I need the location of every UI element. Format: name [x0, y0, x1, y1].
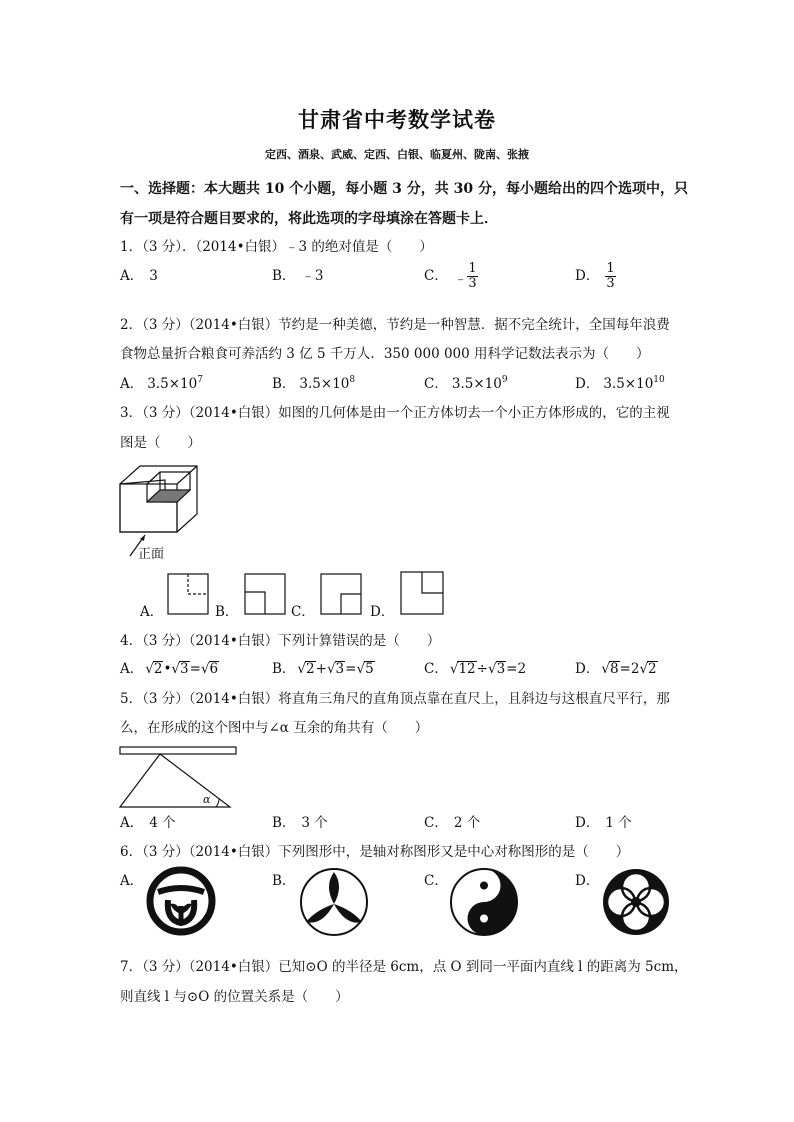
q6-option-d-figure[interactable] — [600, 866, 672, 938]
q3-option-d-figure[interactable] — [400, 571, 444, 615]
option-label: B． — [272, 376, 296, 392]
q1-option-a[interactable] — [120, 264, 158, 284]
q6-option-c-label[interactable]: C． — [424, 873, 448, 889]
radicand: 5 — [365, 661, 374, 677]
option-text: 3 个 — [301, 815, 328, 831]
option-label: A． — [120, 661, 144, 677]
operator: = — [189, 661, 201, 677]
fraction-numerator: 1 — [468, 261, 477, 276]
option-text: ﹣3 — [301, 268, 324, 284]
q1-option-c[interactable] — [424, 262, 478, 291]
option-label: B． — [272, 268, 296, 284]
q6-option-a-figure[interactable] — [146, 866, 216, 936]
question-3-stem-line2: 图是（ ） — [120, 435, 201, 451]
exponent: 7 — [197, 375, 203, 385]
q4-option-c[interactable]: C． √12÷√3=2 — [424, 661, 527, 677]
operator: + — [315, 661, 327, 677]
option-label: A． — [120, 815, 144, 831]
q3-option-b-figure[interactable] — [244, 573, 286, 615]
option-label: D． — [575, 268, 600, 284]
option-label: C． — [424, 661, 448, 677]
radicand: 2 — [153, 661, 163, 677]
q3-option-a-label[interactable]: A． — [140, 604, 164, 620]
operator: =2 — [619, 661, 640, 677]
question-6-stem: 6．（3 分）（2014•白银）下列图形中，是轴对称图形又是中心对称图形的是（ ） — [120, 844, 630, 860]
q4-option-d[interactable]: D． √8=2√2 — [575, 661, 657, 677]
option-label: C． — [424, 268, 448, 284]
radicand: 3 — [180, 661, 189, 677]
q3-option-b-label[interactable]: B． — [215, 604, 239, 620]
alpha-label: α — [203, 793, 211, 806]
option-label: A． — [120, 268, 144, 284]
q4-option-a[interactable]: A． √2•√3=√6 — [120, 661, 219, 677]
operator: =2 — [506, 661, 527, 677]
option-label: C． — [424, 376, 448, 392]
radicand: 3 — [335, 661, 345, 677]
q6-option-b-figure[interactable] — [298, 866, 370, 938]
q3-option-d-label[interactable]: D． — [370, 604, 395, 620]
question-7-stem-line2: 则直线 l 与⊙O 的位置关系是（ ） — [120, 989, 349, 1005]
exponent: 9 — [501, 375, 508, 385]
fraction-denominator: 3 — [468, 276, 477, 291]
q4-option-b[interactable]: B． √2+√3=√5 — [272, 661, 374, 677]
radicand: 12 — [458, 661, 476, 677]
section-heading-line2: 有一项是符合题目要求的，将此选项的字母填涂在答题卡上． — [120, 211, 498, 227]
q2-option-b[interactable] — [272, 372, 355, 392]
option-label: D． — [575, 815, 600, 831]
option-text: 3 — [149, 268, 158, 284]
radicand: 8 — [609, 661, 619, 677]
option-text: 4 个 — [149, 815, 176, 831]
q3-option-a-figure[interactable] — [167, 573, 209, 615]
q2-option-c[interactable] — [424, 372, 508, 392]
question-2-stem-line2: 食物总量折合粮食可养活约 3 亿 5 千万人．350 000 000 用科学记数法表示为（ ） — [120, 346, 650, 362]
option-label: D． — [575, 376, 600, 392]
q6-option-b-label[interactable]: B． — [272, 873, 296, 889]
q6-option-d-label[interactable]: D． — [575, 873, 600, 889]
option-label: C． — [424, 815, 448, 831]
radicand: 2 — [306, 661, 315, 677]
q5-option-b[interactable] — [272, 811, 328, 831]
option-text: 3.5×10 — [603, 376, 654, 392]
q6-option-a-label[interactable]: A． — [120, 873, 144, 889]
yin-yang-icon[interactable] — [448, 866, 520, 938]
front-label: 正面 — [138, 547, 165, 562]
option-text: 1 个 — [605, 815, 632, 831]
fraction — [605, 262, 615, 291]
question-7-stem-line1: 7．（3 分）（2014•白银）已知⊙O 的半径是 6cm，点 O 到同一平面内直线 l 的距离为 5cm， — [120, 959, 688, 975]
page-subtitle: 定西、酒泉、武威、定西、白银、临夏州、陇南、张掖 — [265, 148, 529, 161]
q2-option-a[interactable] — [120, 372, 203, 392]
q5-option-c[interactable] — [424, 811, 480, 831]
section-heading-line1: 一、选择题：本大题共 10 个小题，每小题 3 分，共 30 分，每小题给出的四个选项中，只 — [120, 181, 688, 197]
fraction-denominator: 3 — [606, 276, 615, 291]
option-label: B． — [272, 661, 296, 677]
exponent: 10 — [653, 375, 665, 385]
q5-option-a[interactable] — [120, 811, 176, 831]
exponent: 8 — [349, 375, 356, 385]
operator: = — [345, 661, 357, 677]
fraction — [467, 262, 477, 291]
q2-option-d[interactable] — [575, 372, 665, 392]
question-5-stem-line1: 5．（3 分）（2014•白银）将直角三角尺的直角顶点靠在直尺上，且斜边与这根直尺平行，那 — [120, 691, 670, 707]
fraction-numerator: 1 — [606, 261, 615, 276]
page-title: 甘肃省中考数学试卷 — [298, 107, 496, 132]
q1-option-d[interactable] — [575, 262, 616, 291]
option-label: D． — [575, 661, 600, 677]
radicand: 6 — [209, 661, 219, 677]
ruler-triangle-figure — [118, 745, 240, 811]
option-text: 2 个 — [453, 815, 481, 831]
option-label: B． — [272, 815, 296, 831]
q1-option-b[interactable] — [272, 264, 324, 284]
question-4-stem: 4．（3 分）（2014•白银）下列计算错误的是（ ） — [120, 633, 441, 649]
question-1-stem: 1．（3 分）．（2014•白银）﹣3 的绝对值是（ ） — [120, 239, 433, 255]
question-3-stem-line1: 3．（3 分）（2014•白银）如图的几何体是由一个正方体切去一个小正方体形成的，它的主视 — [120, 405, 670, 421]
option-sign: ﹣ — [453, 270, 468, 287]
option-label: A． — [120, 376, 144, 392]
q5-option-d[interactable] — [575, 811, 632, 831]
radicand: 2 — [648, 661, 657, 677]
q3-option-c-figure[interactable] — [320, 573, 362, 615]
question-5-stem-line2: 么，在形成的这个图中与∠α 互余的角共有（ ） — [120, 720, 429, 736]
radicand: 3 — [496, 661, 506, 677]
q3-option-c-label[interactable]: C． — [291, 604, 315, 620]
option-text: 3.5×10 — [299, 376, 350, 392]
question-2-stem-line1: 2．（3 分）（2014•白银）节约是一种美德，节约是一种智慧．据不完全统计，全国每年浪费 — [120, 317, 670, 333]
operator: • — [163, 661, 172, 677]
operator: ÷ — [476, 661, 488, 677]
option-text: 3.5×10 — [451, 376, 502, 392]
option-text: 3.5×10 — [147, 376, 198, 392]
